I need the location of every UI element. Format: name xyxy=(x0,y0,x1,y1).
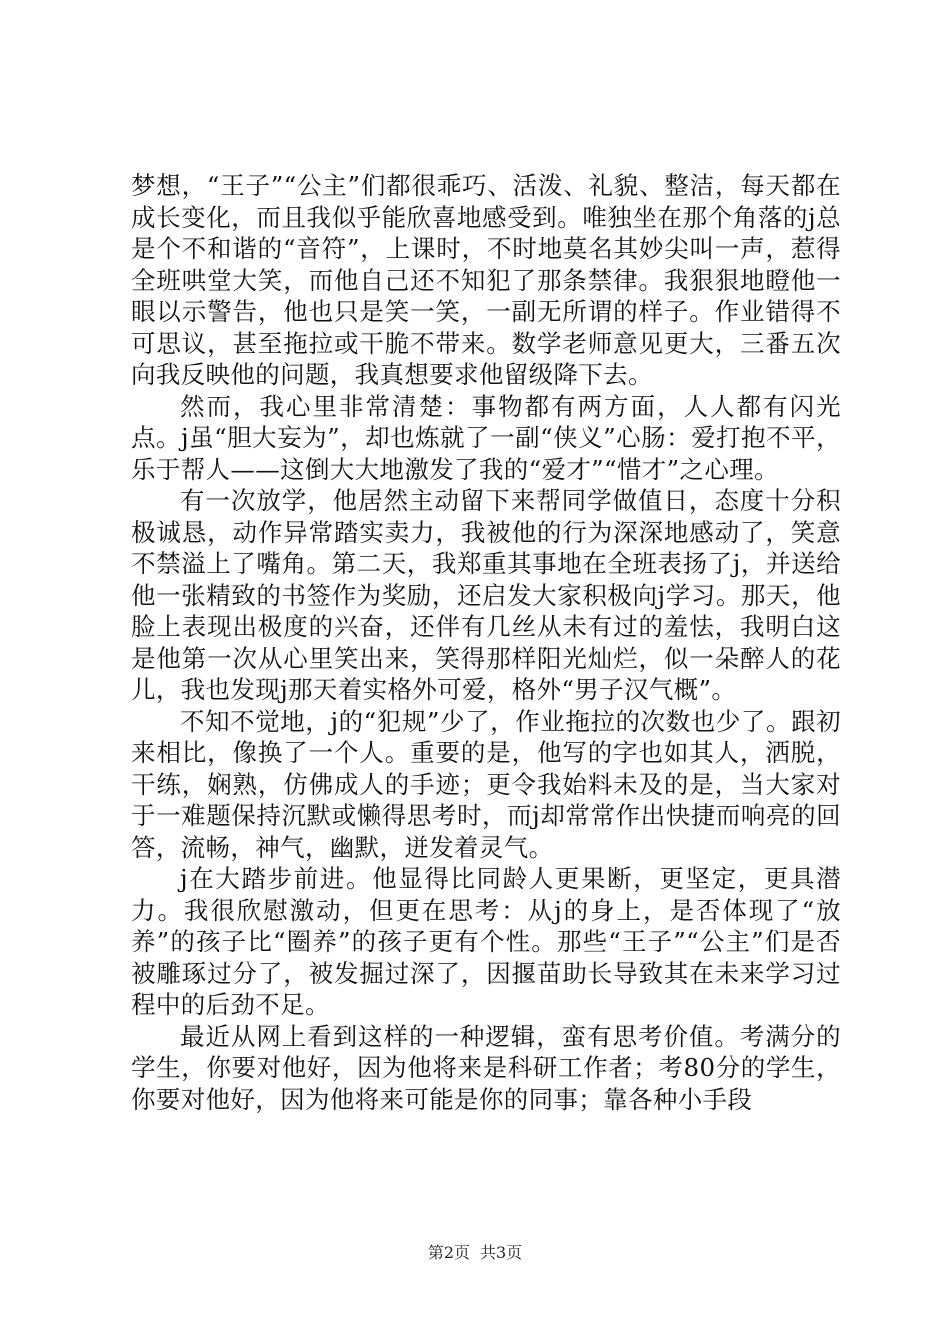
paragraph-5: j在大踏步前进。他显得比同龄人更果断，更坚定，更具潜力。我很欣慰激动，但更在思考：从j的身上，是否体现了“放养”的孩子比“圈养”的孩子更有个性。那些“王子”“公主”们是否被雕琢过分了，被发掘过深了，因揠苗助长导致其在未来学习过程中的后劲不足。 xyxy=(131,864,841,1019)
paragraph-6: 最近从网上看到这样的一种逻辑，蛮有思考价值。考满分的学生，你要对他好，因为他将来是科研工作者；考80分的学生，你要对他好，因为他将来可能是你的同事；靠各种小手段 xyxy=(131,1021,841,1114)
page-footer xyxy=(0,1243,950,1263)
paragraph-3: 有一次放学，他居然主动留下来帮同学做值日，态度十分积极诚恳，动作异常踏实卖力，我被他的行为深深地感动了，笑意不禁溢上了嘴角。第二天，我郑重其事地在全班表扬了j，并送给他一张精致的书签作为奖励，还启发大家积极向j学习。那天，他脸上表现出极度的兴奋，还伴有几丝从未有过的羞怯，我明白这是他第一次从心里笑出来，笑得那样阳光灿烂，似一朵醉人的花儿，我也发现j那天着实格外可爱，格外“男子汉气概”。 xyxy=(131,486,841,704)
page-total: 共3页 xyxy=(480,1243,523,1262)
paragraph-2: 然而，我心里非常清楚：事物都有两方面，人人都有闪光点。j虽“胆大妄为”，却也炼就了一副“侠义”心肠：爱打抱不平，乐于帮人——这倒大大地激发了我的“爱才”“惜才”之心理。 xyxy=(131,391,841,484)
paragraph-1: 梦想，“王子”“公主”们都很乖巧、活泼、礼貌、整洁，每天都在成长变化，而且我似乎能欣喜地感受到。唯独坐在那个角落的j总是个不和谐的“音符”，上课时，不时地莫名其妙尖叫一声，惹得全班哄堂大笑，而他自己还不知犯了那条禁律。我狠狠地瞪他一眼以示警告，他也只是笑一笑，一副无所谓的样子。作业错得不可思议，甚至拖拉或干脆不带来。数学老师意见更大，三番五次向我反映他的问题，我真想要求他留级降下去。 xyxy=(131,171,841,389)
page-number: 第2页 xyxy=(427,1243,470,1262)
document-body xyxy=(131,170,841,1115)
paragraph-4: 不知不觉地，j的“犯规”少了，作业拖拉的次数也少了。跟初来相比，像换了一个人。重要的是，他写的字也如其人，洒脱，干练，娴熟，仿佛成人的手迹；更令我始料未及的是，当大家对于一难题保持沉默或懒得思考时，而j却常常作出快捷而响亮的回答，流畅，神气，幽默，迸发着灵气。 xyxy=(131,706,841,862)
